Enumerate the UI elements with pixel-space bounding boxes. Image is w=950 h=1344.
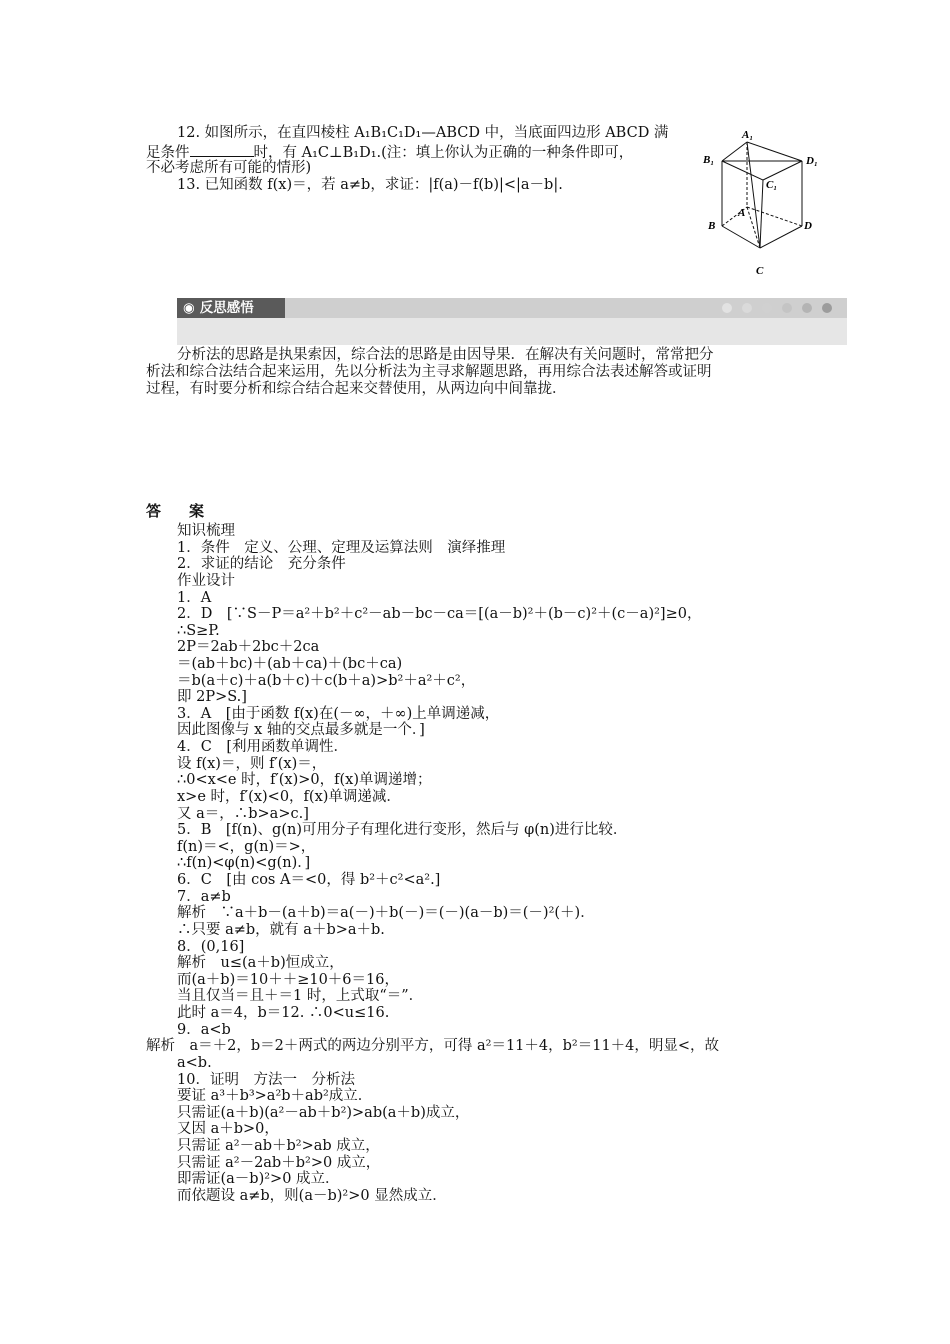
- reflection-tab: [177, 298, 285, 318]
- edge-b1c1: [722, 161, 763, 180]
- answer-line: 又因 a＋b>0，: [177, 1121, 279, 1138]
- edge-cc1: [760, 180, 763, 248]
- banner-body: [177, 318, 847, 345]
- label-b1: B₁: [703, 154, 715, 166]
- prism-figure: [700, 128, 825, 278]
- target-icon: ◉: [183, 300, 195, 316]
- answer-line: f(n)＝<，g(n)＝>，: [177, 838, 316, 855]
- answer-line: 3．A [由于函数 f(x)在(－∞，＋∞)上单调递减，: [177, 705, 500, 722]
- answer-title: 答案: [146, 502, 233, 520]
- answer-line: 1．A: [177, 589, 212, 606]
- edge-bc: [722, 226, 760, 248]
- answer-line: 10．证明 方法一 分析法: [177, 1071, 355, 1088]
- answer-line: 解析 u≤(a＋b)恒成立，: [177, 955, 344, 972]
- dot-3: [782, 303, 792, 313]
- label-d1: D₁: [806, 155, 818, 167]
- answer-line: ∴f(n)<φ(n)<g(n)．]: [177, 855, 311, 872]
- answer-line: ∴S≥P.: [177, 622, 220, 639]
- answer-line: 8．(0,16]: [177, 938, 245, 955]
- label-c: C: [756, 265, 764, 277]
- answer-line: ＝(ab＋bc)＋(ab＋ca)＋(bc＋ca): [177, 656, 403, 672]
- dot-5: [822, 303, 832, 313]
- label-b: B: [708, 220, 716, 232]
- answer-line: 只需证 a²－ab＋b²>ab 成立，: [177, 1137, 380, 1154]
- q13-line: 13. 已知函数 f(x)＝，若 a≠b，求证：|f(a)－f(b)|<|a－b|.: [177, 177, 563, 193]
- answer-line: 只需证(a＋b)(a²－ab＋b²)>ab(a＋b)成立，: [177, 1104, 470, 1121]
- answer-line: 6．C [由 cos A＝<0，得 b²＋c²<a².]: [177, 872, 441, 888]
- answer-line: a<b.: [177, 1054, 212, 1071]
- answer-line: 9．a<b: [177, 1021, 231, 1038]
- answer-line: 1．条件 定义、公理、定理及运算法则 演绎推理: [177, 539, 506, 556]
- answer-line: x>e 时，f′(x)<0，f(x)单调递减．: [177, 788, 401, 805]
- reflection-line: 析法和综合法结合起来运用，先以分析法为主寻求解题思路，再用综合法表述解答或证明: [146, 364, 712, 380]
- answer-line: 当且仅当＝且＋＝1 时，上式取“＝”．: [177, 988, 424, 1005]
- answer-line: 要证 a³＋b³>a²b＋ab²成立．: [177, 1088, 373, 1105]
- label-a: A: [738, 207, 746, 219]
- answer-line: 设 f(x)＝，则 f′(x)＝，: [177, 755, 327, 772]
- dot-1: [742, 303, 752, 313]
- edge-a1b1: [722, 142, 747, 161]
- label-a1: A₁: [742, 129, 754, 141]
- answer-line: 因此图像与 x 轴的交点最多就是一个．]: [177, 722, 425, 739]
- answer-line: 此时 a＝4，b＝12. ∴0<u≤16.: [177, 1005, 390, 1021]
- answer-line: 而依题设 a≠b，则(a－b)²>0 显然成立．: [177, 1187, 447, 1204]
- answer-line: 7．a≠b: [177, 888, 231, 905]
- label-c1: C₁: [766, 179, 778, 191]
- dot-2: [762, 303, 772, 313]
- reflection-banner: [177, 298, 847, 346]
- answer-line: 4．C [利用函数单调性．: [177, 739, 348, 756]
- reflection-line: 过程，有时要分析和综合结合起来交替使用，从两边向中间靠拢．: [146, 381, 567, 397]
- answer-line: 而(a＋b)＝10＋＋≥10＋6＝16，: [177, 971, 399, 988]
- diag-a1c: [747, 142, 760, 248]
- answer-line: 即 2P>S.]: [177, 689, 247, 706]
- answer-line: 即需证(a－b)²>0 成立．: [177, 1171, 340, 1188]
- answer-line: 2P＝2ab＋2bc＋2ca: [177, 639, 320, 656]
- label-d: D: [804, 220, 812, 232]
- answer-line: 作业设计: [177, 572, 235, 589]
- answer-blank[interactable]: [190, 143, 254, 157]
- answer-line: ＝b(a＋c)＋a(b＋c)＋c(b＋a)>b²＋a²＋c²，: [177, 672, 476, 689]
- q12-line-2-start: 足条件: [146, 145, 190, 161]
- answer-line: ∴只要 a≠b，就有 a＋b>a＋b.: [177, 921, 385, 938]
- answer-line: 2．求证的结论 充分条件: [177, 556, 346, 573]
- answer-line: 又 a＝，∴b>a>c.]: [177, 805, 309, 822]
- reflection-title: 反思感悟: [199, 300, 254, 316]
- answer-line: 只需证 a²－2ab＋b²>0 成立，: [177, 1154, 381, 1171]
- answer-line: 知识梳理: [177, 523, 235, 539]
- answer-line: ∴0<x<e 时，f′(x)>0，f(x)单调递增；: [177, 772, 432, 789]
- answer-line: 解析 a＝＋2，b＝2＋两式的两边分别平方，可得 a²＝11＋4，b²＝11＋4，明显<，故: [146, 1038, 720, 1055]
- edge-c1d1: [763, 161, 802, 180]
- edge-a1d1: [747, 142, 802, 161]
- reflection-line: 分析法的思路是执果索因，综合法的思路是由因导果．在解决有关问题时，常常把分: [177, 347, 714, 363]
- q12-line-1: 12. 如图所示，在直四棱柱 A₁B₁C₁D₁—ABCD 中，当底面四边形 ABCD 满: [177, 125, 669, 141]
- dot-0: [722, 303, 732, 313]
- answer-line: 2．D [∵S－P＝a²＋b²＋c²－ab－bc－ca＝[(a－b)²＋(b－c)²＋(c－a)²]≥0，: [177, 606, 702, 623]
- q12-line-2-end: 时，有 A₁C⊥B₁D₁.(注：填上你认为正确的一种条件即可，: [253, 145, 634, 161]
- edge-cd: [760, 226, 802, 248]
- answer-line: 5．B [f(n)、g(n)可用分子有理化进行变形，然后与 φ(n)进行比较．: [177, 822, 628, 839]
- answer-line: 解析 ∵a＋b－(a＋b)＝a(－)＋b(－)＝(－)(a－b)＝(－)²(＋)．: [177, 905, 595, 922]
- q12-line-3: 不必考虑所有可能的情形): [146, 160, 312, 176]
- dot-4: [802, 303, 812, 313]
